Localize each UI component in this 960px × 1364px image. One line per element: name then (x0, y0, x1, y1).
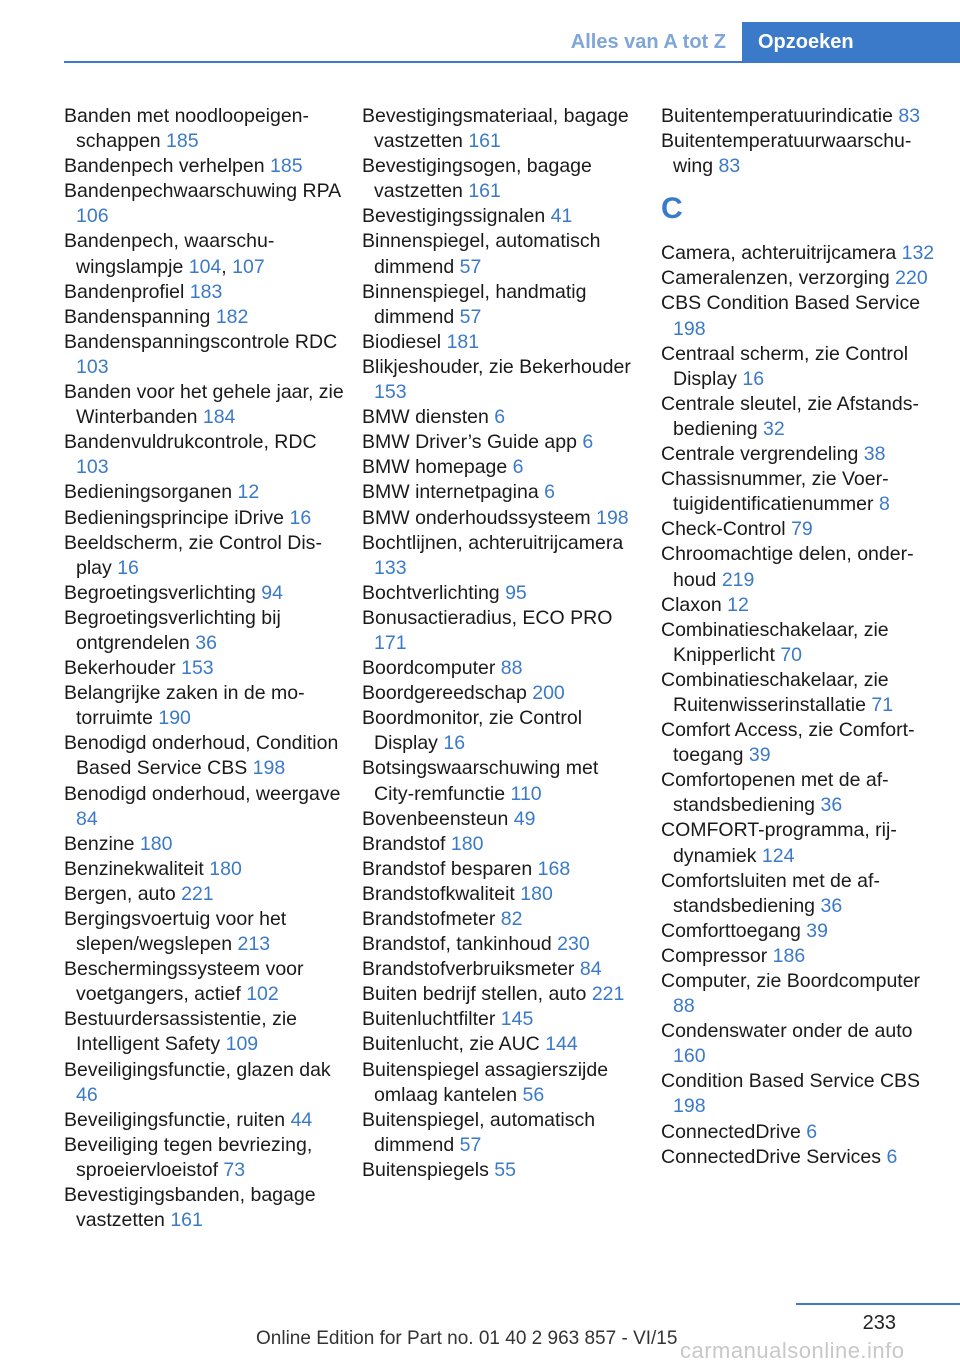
index-entry (362, 857, 642, 882)
entry-text: Bandenspanning (64, 305, 211, 328)
entry-text: ConnectedDrive (661, 1120, 801, 1143)
index-entry (661, 104, 936, 129)
page-ref-link[interactable]: 198 (673, 317, 706, 340)
entry-text: Check-Control (661, 518, 786, 541)
index-entry (362, 480, 642, 505)
entry-text: Buitenlucht, zie AUC (362, 1033, 540, 1056)
entry-text: ConnectedDrive Services (661, 1145, 882, 1168)
page-number: 233 (862, 1312, 896, 1334)
index-entry (362, 204, 642, 229)
entry-text: Bedieningsprincipe iDrive (64, 506, 285, 529)
page-ref-link[interactable]: 180 (209, 857, 242, 880)
page-ref-link[interactable]: 185 (270, 155, 303, 178)
page-ref-link[interactable]: 220 (895, 267, 928, 290)
page-ref-link[interactable]: 79 (791, 518, 813, 541)
page-ref-link[interactable]: 184 (202, 406, 236, 429)
page-ref-link[interactable]: 230 (557, 933, 590, 956)
entry-text: Bochtverlichting (362, 581, 500, 604)
index-entry (64, 330, 344, 380)
page-ref-link[interactable]: 39 (748, 744, 771, 767)
entry-text: Begroetingsverlichting (64, 581, 256, 604)
index-entry (661, 969, 936, 1019)
page-ref-link[interactable]: 109 (225, 1033, 259, 1056)
entry-text: Centrale vergrendeling (661, 443, 859, 466)
page-ref-link[interactable]: 145 (500, 1008, 534, 1031)
entry-text: Benzinekwaliteit (64, 857, 204, 880)
index-entry (661, 919, 936, 944)
index-entry (362, 1007, 642, 1032)
index-entry (362, 405, 642, 430)
page-ref-link[interactable]: 221 (591, 983, 625, 1006)
page-ref-link[interactable]: 180 (139, 832, 173, 855)
entry-text: Compressor (661, 944, 768, 967)
page-ref-link[interactable]: 200 (532, 682, 565, 705)
index-entry (661, 593, 936, 618)
index-entry (64, 104, 344, 154)
page-ref-link[interactable]: 16 (117, 556, 139, 579)
page-ref-link[interactable]: 94 (261, 581, 283, 604)
page-ref-link[interactable]: 107 (232, 255, 265, 278)
index-entry (64, 430, 344, 480)
entry-text: Bandenpechwaarschuwing RPA (64, 180, 341, 203)
page-ref-link[interactable]: 221 (181, 882, 214, 905)
index-entry (661, 869, 936, 919)
entry-text: Bestuurdersassistentie, zie Intelligent Safety (64, 1008, 298, 1056)
index-entry (362, 957, 642, 982)
entry-text: Belangrijke zaken in de motorruimte (64, 682, 305, 730)
index-entry (362, 807, 642, 832)
index-entry (661, 1069, 936, 1119)
entry-text: Brandstofkwaliteit (362, 882, 515, 905)
entry-text: Benodigd onderhoud, weergave (64, 782, 341, 805)
page-ref-link[interactable]: 185 (166, 130, 199, 153)
entry-text: Boordgereedschap (362, 682, 527, 705)
index-entry (64, 907, 344, 957)
page-ref-link[interactable]: 183 (189, 280, 223, 303)
index-entry (64, 782, 344, 832)
entry-text: BMW Driver’s Guide app (362, 431, 577, 454)
entry-text: Bevestigingsmateriaal, bagage vastzetten (362, 105, 629, 153)
index-entry (362, 907, 642, 932)
page-ref-link[interactable]: 56 (522, 1083, 545, 1106)
page-ref-link[interactable]: 8 (878, 493, 890, 516)
index-entry (64, 305, 344, 330)
entry-text: Condition Based Service CBS (661, 1070, 921, 1093)
index-entry (362, 280, 642, 330)
index-entry (362, 1108, 642, 1158)
index-entry (362, 932, 642, 957)
page-ref-link[interactable]: 36 (195, 631, 217, 654)
entry-text: Buitenluchtfilter (362, 1008, 496, 1031)
page-ref-link[interactable]: 144 (545, 1033, 578, 1056)
entry-text: BMW onderhoudssysteem (362, 506, 591, 529)
page-ref-link[interactable]: 12 (237, 481, 260, 504)
entry-text: Brandstofmeter (362, 908, 496, 930)
page-ref-link[interactable]: 110 (510, 782, 542, 805)
page-ref-link[interactable]: 6 (494, 406, 506, 429)
index-entry (661, 392, 936, 442)
page-ref-link[interactable]: 70 (780, 643, 803, 666)
index-entry (661, 266, 936, 291)
index-entry (362, 832, 642, 857)
entry-text: COMFORT-programma, rijdynamiek (661, 819, 897, 867)
page-ref-link[interactable]: 41 (550, 205, 573, 228)
entry-text: Cameralenzen, verzorging (661, 267, 890, 290)
section-tab[interactable]: Alles van A tot Z (555, 22, 742, 62)
page-ref-link[interactable]: 83 (898, 105, 921, 127)
index-entry (661, 668, 936, 718)
page-ref-link[interactable]: 180 (450, 832, 484, 855)
page-ref-link[interactable]: 57 (459, 255, 482, 278)
page-ref-link[interactable]: 16 (742, 367, 765, 390)
page-ref-link[interactable]: 186 (772, 944, 806, 967)
index-entry (362, 606, 642, 656)
entry-text: Beschermingssysteem voor voetgangers, actief (64, 958, 304, 1006)
index-entry (362, 1032, 642, 1057)
entry-text: Bandenprofiel (64, 280, 185, 303)
entry-text: Buitenspiegel, automatisch dimmend (362, 1108, 596, 1156)
page-ref-link[interactable]: 102 (246, 983, 279, 1006)
index-entry (661, 1145, 936, 1170)
entry-text: Bergingsvoertuig voor het slepen/wegslepen (64, 908, 287, 956)
entry-text: Brandstof besparen (362, 857, 533, 880)
entry-text: Boordmonitor, zie Control Display (362, 707, 583, 755)
page-ref-link[interactable]: 106 (76, 205, 109, 228)
page-ref-link[interactable]: 73 (223, 1158, 246, 1181)
page-ref-link[interactable]: 180 (520, 882, 553, 905)
index-entry (64, 480, 344, 505)
page-ref-link[interactable]: 36 (820, 894, 843, 917)
entry-text: Comfortsluiten met de afstandsbediening (661, 869, 880, 917)
index-entry (64, 857, 344, 882)
footer-divider (796, 1303, 960, 1305)
index-entry (362, 229, 642, 279)
page-ref-link[interactable]: 6 (582, 431, 594, 454)
entry-text: Bergen, auto (64, 882, 176, 905)
entry-text: Bedieningsorganen (64, 481, 233, 504)
page-ref-link[interactable]: 55 (494, 1158, 516, 1181)
entry-text: Bandenvuldrukcontrole, RDC (64, 431, 317, 454)
entry-text: Buitentemperatuurindicatie (661, 105, 893, 127)
entry-text: Bandenspanningscontrole RDC (64, 330, 338, 353)
index-entry (64, 380, 344, 430)
entry-text: Beeldscherm, zie Control Display (64, 531, 322, 579)
page-ref-link[interactable]: 160 (673, 1045, 706, 1068)
page-ref-link[interactable]: 44 (290, 1108, 313, 1131)
page-ref-link[interactable]: 36 (820, 794, 843, 817)
index-entry (362, 581, 642, 606)
index-entry (661, 944, 936, 969)
index-entry (64, 832, 344, 857)
page-ref-link[interactable]: 213 (237, 933, 271, 956)
page-ref-link[interactable]: 6 (544, 481, 555, 504)
entry-text: Buiten bedrijf stellen, auto (362, 983, 587, 1006)
entry-text: Camera, achteruitrijcamera (661, 242, 897, 265)
entry-text: Binnenspiegel, handmatig dimmend (362, 280, 587, 328)
page-ref-link[interactable]: 182 (215, 305, 249, 328)
entry-text: Bevestigingsogen, bagage vastzetten (362, 155, 592, 203)
page-ref-link[interactable]: 57 (459, 305, 482, 328)
entry-text: Botsingswaarschuwing met City-remfunctie (362, 757, 599, 805)
header-tabs (555, 22, 960, 62)
index-entry (362, 506, 642, 531)
entry-text: Comfort Access, zie Comforttoegang (661, 719, 915, 767)
entry-text: Chassisnummer, zie Voertuigidentificatienummer (661, 468, 889, 516)
index-entry (661, 467, 936, 517)
index-entry (64, 531, 344, 581)
page-ref-link[interactable]: 168 (537, 857, 571, 880)
index-entry (362, 882, 642, 907)
index-column-3 (661, 104, 936, 1170)
index-entry (64, 731, 344, 781)
entry-text: Banden voor het gehele jaar, zie Winterbanden (64, 381, 344, 429)
entry-text: Centraal scherm, zie Control Display (661, 342, 909, 390)
entry-text: BMW homepage (362, 456, 508, 479)
entry-text: Comfortopenen met de afstandsbediening (661, 769, 889, 817)
index-column-2 (362, 104, 642, 1183)
page-ref-link[interactable]: 95 (505, 581, 527, 604)
entry-text: Centrale sleutel, zie Afstandsbediening (661, 392, 919, 440)
index-entry (64, 957, 344, 1007)
index-entry (362, 330, 642, 355)
page-ref-link[interactable]: 161 (468, 180, 501, 203)
page-ref-link[interactable]: 46 (76, 1083, 98, 1106)
page-ref-link[interactable]: 16 (289, 506, 312, 529)
page-ref-link[interactable]: 6 (512, 456, 524, 479)
index-entry (362, 982, 642, 1007)
entry-text: Brandstof, tankinhoud (362, 933, 552, 956)
entry-text: Begroetingsverlichting bij ontgrendelen (64, 606, 281, 654)
entry-text: Combinatieschakelaar, zie Knipperlicht (661, 618, 889, 666)
entry-text: Bovenbeensteun (362, 807, 509, 830)
entry-text: Bochtlijnen, achteruitrijcamera (362, 531, 624, 554)
index-entry (64, 656, 344, 681)
page-ref-link[interactable]: 198 (252, 757, 286, 780)
index-entry (64, 882, 344, 907)
index-entry (661, 1019, 936, 1069)
index-entry (362, 756, 642, 806)
page-ref-link[interactable]: 12 (727, 593, 749, 616)
index-entry (362, 681, 642, 706)
index-entry (64, 1183, 344, 1233)
index-entry (661, 818, 936, 868)
page-ref-link[interactable]: 88 (500, 657, 523, 680)
index-entry (64, 179, 344, 229)
entry-text: Benodigd onderhoud, Condition Based Service CBS (64, 732, 339, 780)
entry-text: CBS Condition Based Service (661, 292, 921, 315)
page-ref-link[interactable]: 38 (863, 443, 886, 466)
page-ref-link[interactable]: 57 (459, 1133, 482, 1156)
entry-text: Banden met noodloopeigenschappen (64, 105, 310, 153)
index-entry (64, 581, 344, 606)
page-ref-link[interactable]: 104 (188, 255, 222, 278)
index-entry (661, 129, 936, 179)
page-ref-link[interactable]: 161 (468, 130, 501, 153)
page-ref-link[interactable]: 49 (513, 807, 536, 830)
index-entry (661, 1120, 936, 1145)
page-ref-link[interactable]: 16 (443, 732, 466, 755)
page-ref-link[interactable]: 39 (806, 919, 828, 942)
page-ref-link[interactable]: 103 (76, 355, 109, 378)
page-ref-link[interactable]: 181 (446, 330, 480, 353)
entry-text: Blikjeshouder, zie Bekerhouder (362, 355, 631, 378)
index-entry (362, 455, 642, 480)
index-entry (362, 154, 642, 204)
index-entry (661, 241, 936, 266)
entry-text: Condenswater onder de auto (661, 1020, 913, 1043)
index-entry (362, 531, 642, 581)
entry-text: Benzine (64, 832, 135, 855)
index-entry (362, 706, 642, 756)
header-divider (64, 61, 960, 63)
entry-text: Brandstofverbruiksmeter (362, 958, 575, 981)
page-ref-link[interactable]: 103 (76, 456, 109, 479)
entry-text: Comforttoegang (661, 919, 801, 942)
entry-text: Buitenspiegel assagierszijde omlaag kantelen (362, 1058, 609, 1106)
entry-text: Chroomachtige delen, onderhoud (661, 543, 914, 591)
page-ref-link[interactable]: 198 (596, 506, 629, 529)
entry-text: Boordcomputer (362, 657, 496, 680)
entry-text: Computer, zie Boordcomputer (661, 970, 921, 992)
index-entry (64, 1007, 344, 1057)
letter-heading: C (661, 192, 683, 226)
page-ref-link[interactable]: 84 (579, 958, 602, 981)
entry-text: Claxon (661, 593, 722, 616)
page-ref-link[interactable]: 88 (673, 995, 695, 1018)
entry-text: Buitenspiegels (362, 1158, 489, 1181)
index-entry (661, 542, 936, 592)
entry-text: Beveiliging tegen bevriezing, sproeiervloeistof (64, 1133, 313, 1181)
index-entry (661, 442, 936, 467)
page-ref-link[interactable]: 6 (886, 1145, 898, 1168)
index-entry (64, 1058, 344, 1108)
index-entry (661, 768, 936, 818)
entry-text: Combinatieschakelaar, zie Ruitenwisserinstallatie (661, 668, 889, 716)
page-ref-link[interactable]: 153 (181, 657, 214, 680)
index-entry (64, 280, 344, 305)
entry-text: Beveiligingsfunctie, ruiten (64, 1108, 286, 1131)
index-entry (362, 104, 642, 154)
entry-text: BMW internetpagina (362, 481, 539, 504)
page-ref-link[interactable]: 161 (170, 1209, 203, 1232)
entry-text: Buitentemperatuurwaarschuwing (661, 130, 912, 178)
index-entry (64, 1108, 344, 1133)
page-ref-link[interactable]: 6 (806, 1120, 818, 1143)
index-entry (661, 718, 936, 768)
edition-note: Online Edition for Part no. 01 40 2 963 857 - VI/15 (256, 1328, 678, 1349)
index-entry (661, 342, 936, 392)
index-column-1 (64, 104, 344, 1233)
entry-text: Beveiligingsfunctie, glazen dak (64, 1058, 331, 1081)
page-ref-link[interactable]: 171 (374, 631, 407, 654)
index-entry (362, 1158, 642, 1183)
index-entry (64, 1133, 344, 1183)
index-entry (661, 517, 936, 542)
page-ref-link[interactable]: 82 (500, 908, 523, 930)
index-entry (362, 355, 642, 405)
page-ref-link[interactable]: 190 (158, 707, 191, 730)
page-ref-link[interactable]: 71 (871, 693, 894, 716)
index-entry (64, 506, 344, 531)
page-ref-link[interactable]: 32 (763, 417, 785, 440)
page-ref-link[interactable]: 124 (761, 844, 795, 867)
index-entry (661, 291, 936, 341)
entry-text: Bonusactieradius, ECO PRO (362, 606, 613, 629)
index-entry (362, 430, 642, 455)
index-entry (661, 618, 936, 668)
page-ref-link[interactable]: 83 (718, 155, 741, 178)
index-entry (64, 154, 344, 179)
entry-text: Bevestigingsbanden, bagage vastzetten (64, 1184, 316, 1232)
index-entry (362, 1058, 642, 1108)
page-ref-link[interactable]: 219 (721, 568, 755, 591)
page-ref-link[interactable]: 84 (76, 807, 98, 830)
index-entry: Bandenpech, waarschuwingslampje 104, 107 (64, 230, 275, 278)
entry-text: Bandenpech, waarschuwingslampje (64, 230, 275, 278)
entry-text: Brandstof (362, 832, 446, 855)
page-ref-link[interactable]: 198 (673, 1095, 706, 1118)
watermark: carmanualsonline.info (680, 1338, 905, 1363)
entry-text: Binnenspiegel, automatisch dimmend (362, 230, 601, 278)
entry-text: Bevestigingssignalen (362, 205, 546, 228)
entry-text: BMW diensten (362, 406, 489, 429)
entry-text: Bandenpech verhelpen (64, 155, 265, 178)
entry-text: Biodiesel (362, 330, 442, 353)
page-ref-link[interactable]: 153 (374, 381, 407, 404)
entry-text: Bekerhouder (64, 657, 176, 680)
page-ref-link[interactable]: 132 (901, 242, 935, 265)
opzoeken-tab[interactable]: Opzoeken (742, 22, 960, 62)
index-entry (362, 656, 642, 681)
page-ref-link[interactable]: 133 (374, 556, 407, 579)
index-entry (64, 681, 344, 731)
index-entry (64, 606, 344, 656)
